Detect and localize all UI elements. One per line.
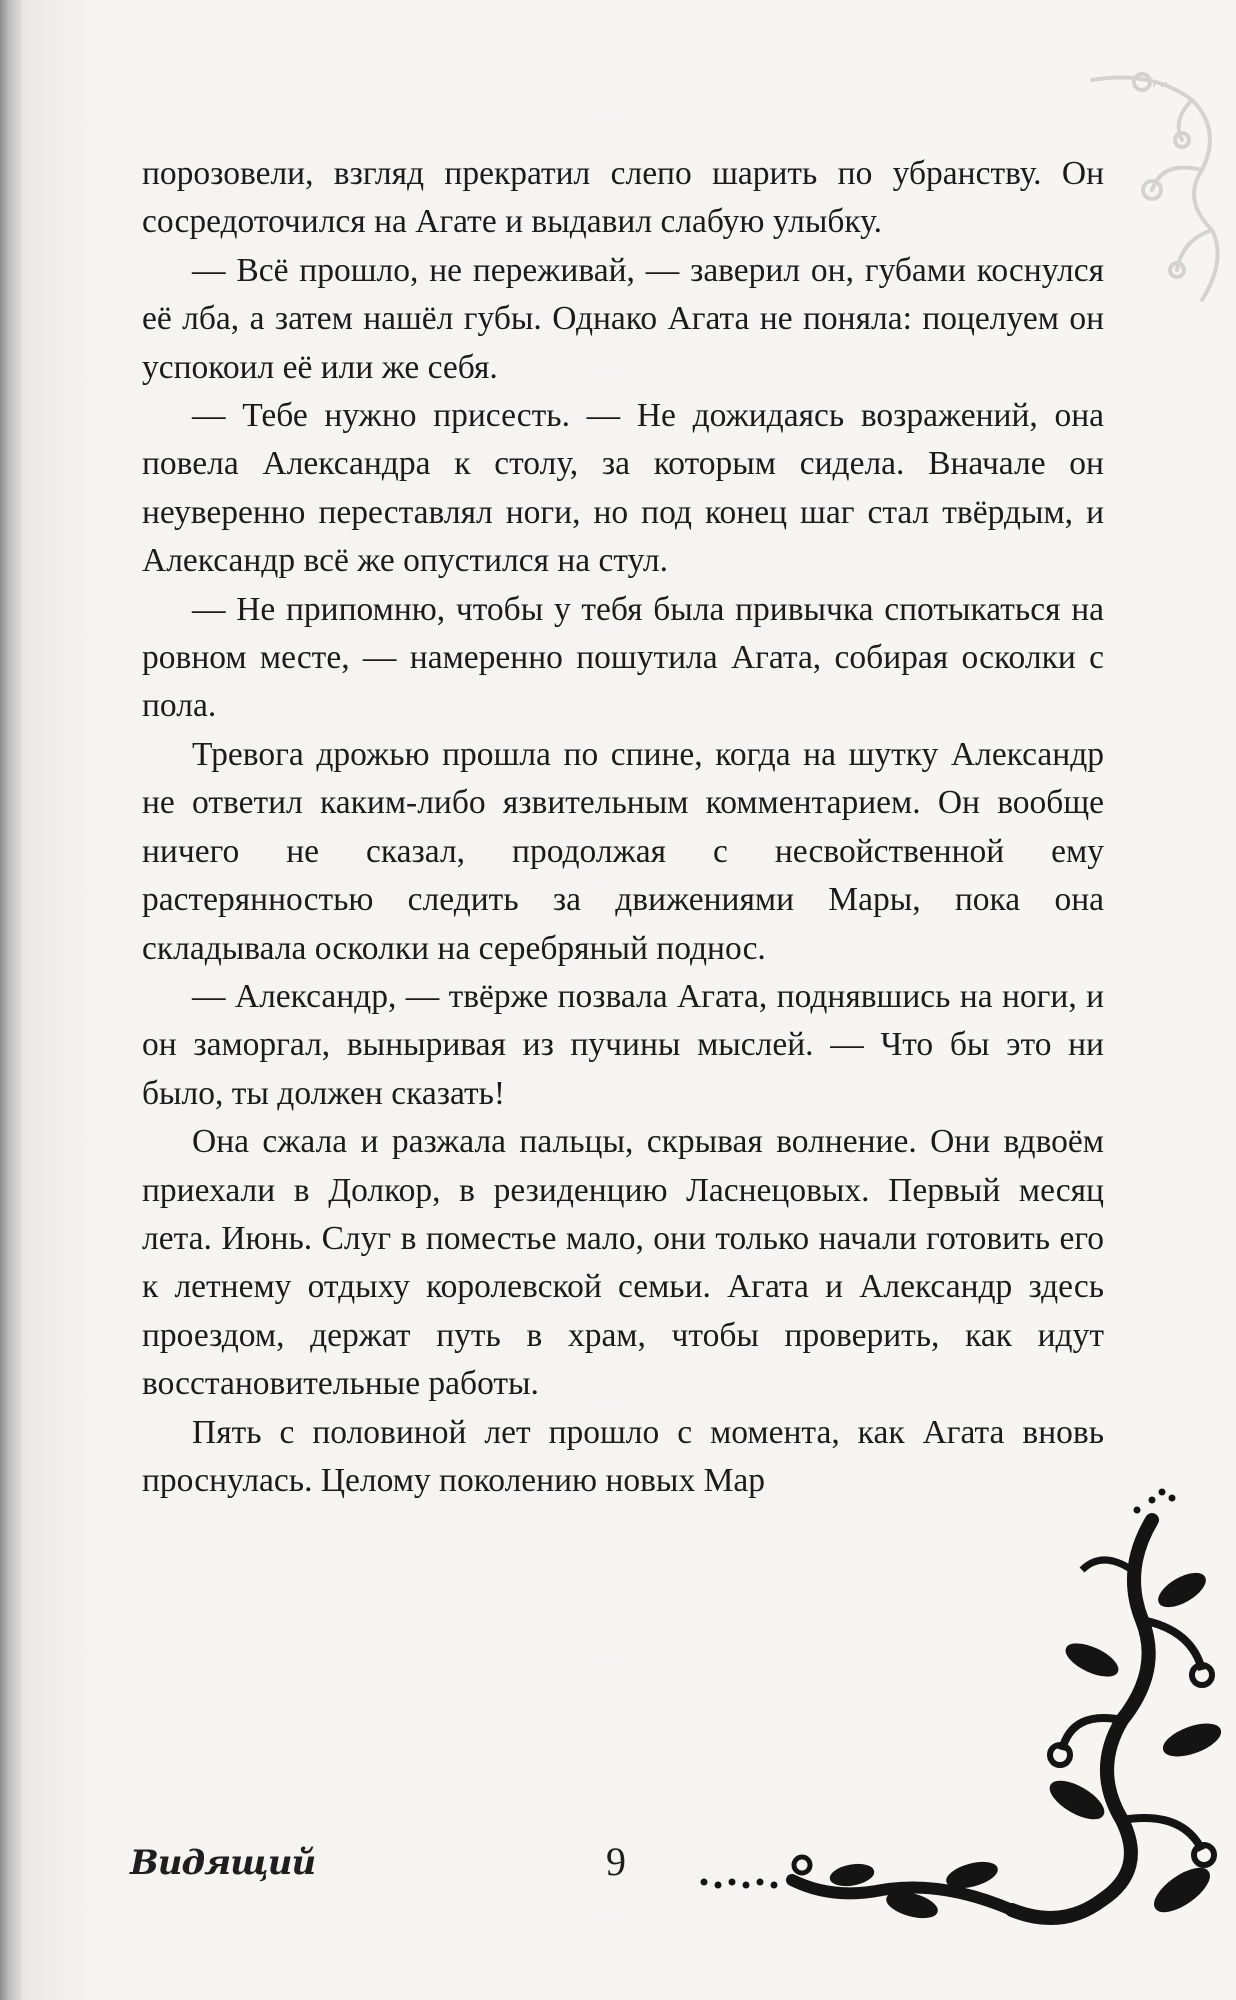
- floral-corner-ornament-icon: [682, 1480, 1236, 2000]
- paragraph: Тревога дрожью прошла по спине, когда на шутку Александр не ответил каким-либо язвительным комментарием. Он вообще ничего не сказал, продолжая с несвойственной ему растерянностью следить за движениями Мары, пока она складывала осколки на серебряный поднос.: [142, 735, 1104, 967]
- floral-vine-ornament-icon: [1082, 60, 1232, 320]
- paragraph: — Александр, — твёрже позвала Агата, поднявшись на ноги, и он заморгал, выныривая из пучины мыслей. — Что бы это ни было, ты должен сказать!: [142, 977, 1104, 1112]
- page-number: 9: [606, 1839, 626, 1884]
- paragraph: — Не припомню, чтобы у тебя была привычка спотыкаться на ровном месте, — намеренно пошутила Агата, собирая осколки с пола.: [142, 590, 1104, 725]
- paragraph: Пять с половиной лет прошло с момента, как Агата вновь проснулась. Целому поколению новых Мар: [142, 1413, 1104, 1499]
- paragraph: Она сжала и разжала пальцы, скрывая волнение. Они вдвоём приехали в Долкор, в резиденцию Ласнецовых. Первый месяц лета. Июнь. Слуг в поместье мало, они только начали готовить его к летнему отдыху королевской семьи. Агата и Александр здесь проездом, держат путь в храм, чтобы проверить, как идут восстановительные работы.: [142, 1123, 1104, 1403]
- body-text: [142, 150, 1104, 1505]
- paragraph: порозовели, взгляд прекратил слепо шарить по убранству. Он сосредоточился на Агате и выдавил слабую улыбку.: [142, 155, 1104, 241]
- paragraph: — Тебе нужно присесть. — Не дожидаясь возражений, она повела Александра к столу, за которым сидела. Вначале он неуверенно переставлял ноги, но под конец шаг стал твёрдым, и Александр всё же опустился на стул.: [142, 397, 1104, 580]
- paragraph: — Всё прошло, не переживай, — заверил он, губами коснулся её лба, а затем нашёл губы. Однако Агата не поняла: поцелуем он успокоил её или же себя.: [142, 251, 1104, 386]
- book-spine-edge: [0, 0, 22, 2000]
- book-page: [22, 0, 1236, 2000]
- book-title-footer: Видящий: [130, 1843, 316, 1883]
- faint-running-header: ~: [1152, 70, 1168, 101]
